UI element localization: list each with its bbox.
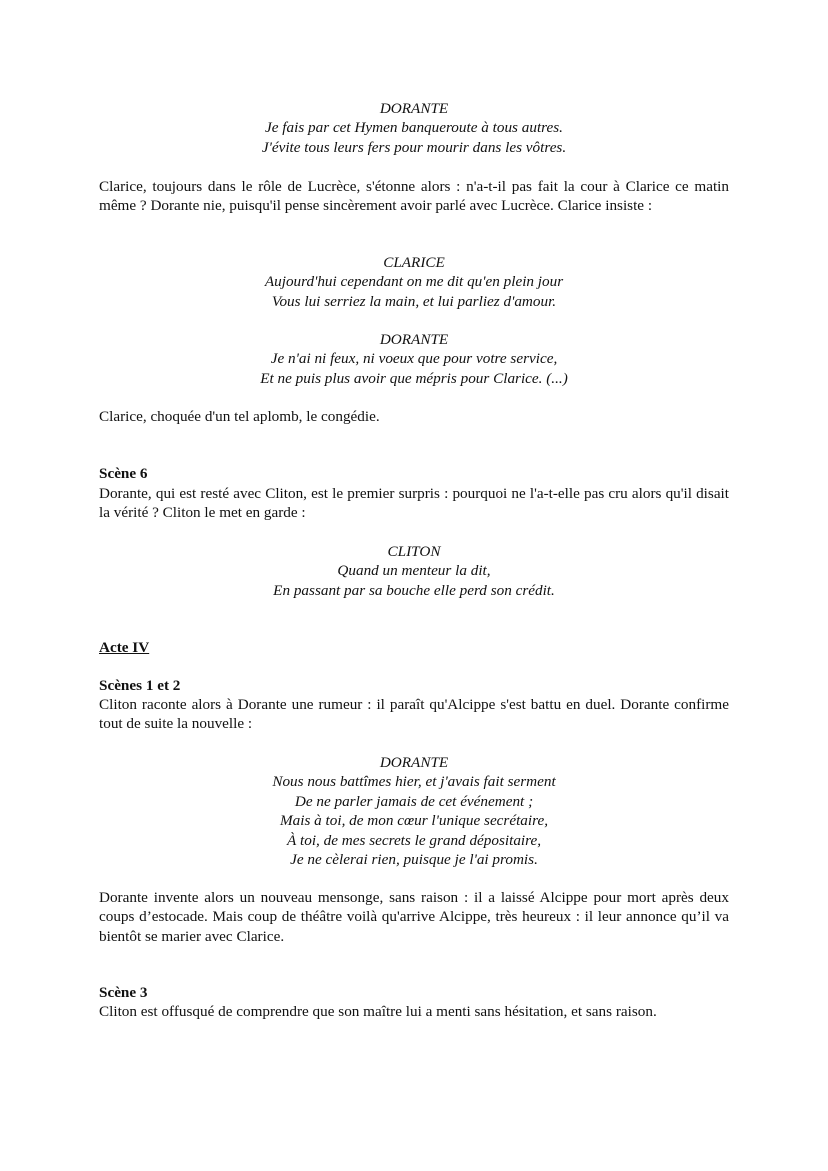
verse-line: Je fais par cet Hymen banqueroute à tous autres. — [265, 119, 563, 137]
verse-line: En passant par sa bouche elle perd son crédit. — [273, 581, 555, 599]
speaker-name: CLARICE — [383, 254, 445, 271]
verse-line: Quand un menteur la dit, — [337, 562, 491, 580]
verse-quote-cliton — [99, 542, 729, 600]
speaker-name: DORANTE — [379, 331, 449, 348]
verse-line: J'évite tous leurs fers pour mourir dans les vôtres. — [261, 138, 567, 156]
verse-line: Aujourd'hui cependant on me dit qu'en plein jour — [264, 273, 564, 291]
verse-line: Je ne cèlerai rien, puisque je l'ai promis. — [290, 851, 538, 869]
verse-line: Mais à toi, de mon cœur l'unique secrétaire, — [279, 812, 548, 830]
verse-quote-dorante-3 — [99, 753, 729, 869]
speaker-name: DORANTE — [379, 754, 449, 771]
verse-line: Vous lui serriez la main, et lui parliez d'amour. — [271, 292, 557, 310]
speaker-name: DORANTE — [379, 100, 449, 117]
verse-line: De ne parler jamais de cet événement ; — [294, 792, 534, 810]
act-heading — [99, 638, 729, 657]
verse-quote-clarice — [99, 253, 729, 311]
verse-line: À toi, de mes secrets le grand dépositaire, — [286, 831, 542, 849]
paragraph: Clarice, toujours dans le rôle de Lucrèce, s'étonne alors : n'a-t-il pas fait la cour à Clarice ce matin même ? Dorante nie, puisqu'il pense sincèrement avoir parlé avec Lucrèce. Clarice insiste : — [99, 178, 729, 215]
verse-line: Nous nous battîmes hier, et j'avais fait serment — [272, 773, 556, 791]
speaker-name: CLITON — [387, 543, 441, 560]
verse-quote-dorante-1 — [99, 99, 729, 157]
verse-line: Je n'ai ni feux, ni voeux que pour votre service, — [270, 350, 558, 368]
verse-line: Et ne puis plus avoir que mépris pour Clarice. (...) — [260, 369, 568, 387]
verse-quote-dorante-2 — [99, 330, 729, 388]
paragraph: Dorante invente alors un nouveau mensonge, sans raison : il a laissé Alcippe pour mort après deux coups d’estocade. Mais coup de théâtre voilà qu'arrive Alcippe, très heureux : il leur annonce qu’il va bientôt se marier avec Clarice. — [99, 889, 729, 945]
paragraph: Cliton est offusqué de comprendre que son maître lui a menti sans hésitation, et sans raison. — [99, 1003, 657, 1020]
scene-heading: Scène 3 — [99, 984, 148, 1001]
paragraph: Dorante, qui est resté avec Cliton, est le premier surpris : pourquoi ne l'a-t-elle pas cru alors qu'il disait la vérité ? Cliton le met en garde : — [99, 485, 729, 522]
scene-heading: Scène 6 — [99, 465, 148, 482]
scene-heading: Scènes 1 et 2 — [99, 677, 181, 694]
paragraph: Cliton raconte alors à Dorante une rumeur : il paraît qu'Alcippe s'est battu en duel. Dorante confirme tout de suite la nouvelle : — [99, 696, 729, 733]
paragraph: Clarice, choquée d'un tel aplomb, le congédie. — [99, 408, 380, 425]
act-heading-text: Acte IV — [99, 639, 150, 656]
